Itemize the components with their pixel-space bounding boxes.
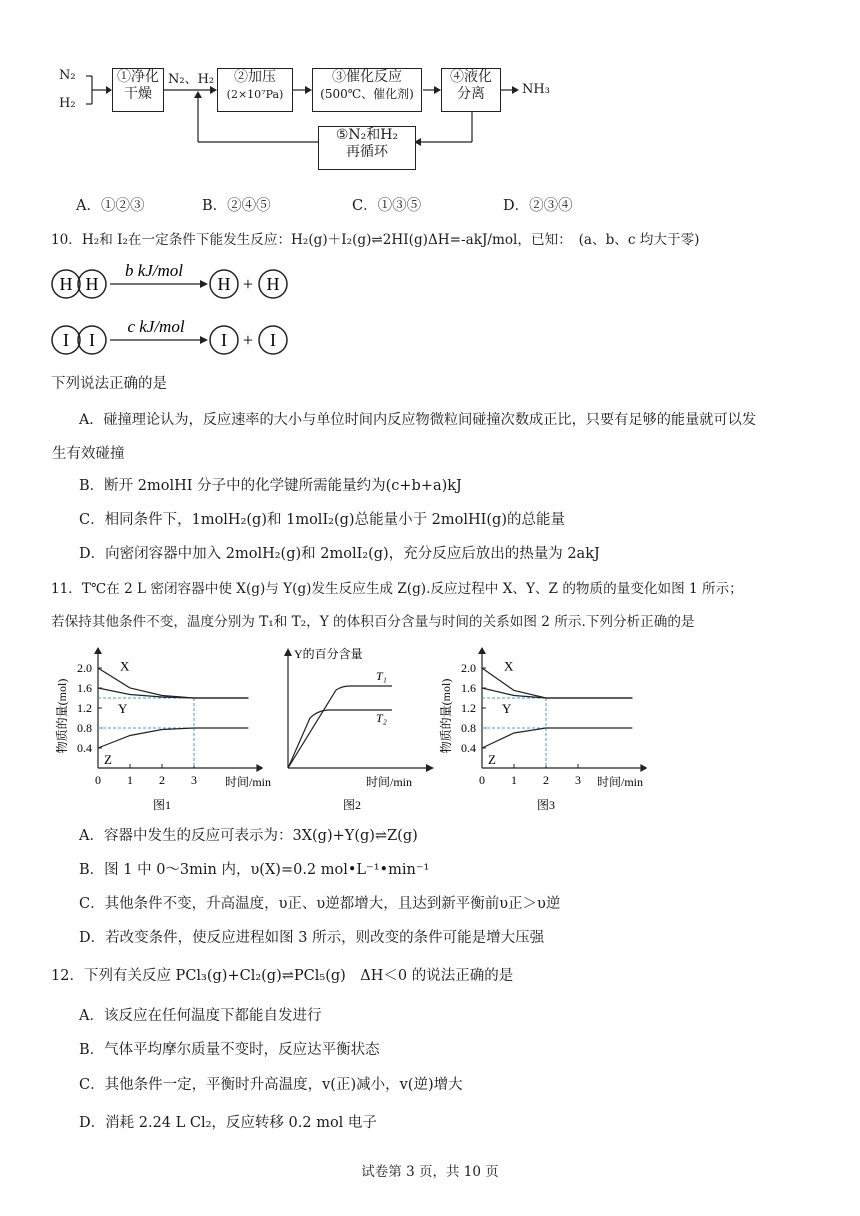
q12-option-a: A．该反应在任何温度下都能自发进行 bbox=[79, 1008, 322, 1024]
h-atom-product2: H bbox=[266, 274, 280, 294]
fig1-series-label-x: X bbox=[120, 658, 130, 674]
fig2-caption: 图2 bbox=[342, 798, 362, 812]
b-energy-label: b kJ/mol bbox=[124, 262, 184, 280]
fig1-caption: 图1 bbox=[152, 798, 172, 812]
q12-option-d: D．消耗 2.24 L Cl₂，反应转移 0.2 mol 电子 bbox=[79, 1115, 377, 1131]
flow-box-liquefy bbox=[441, 68, 501, 112]
bond-energy-diagram bbox=[50, 262, 300, 362]
flow-box-catalysis-line2: (500℃、催化剂) bbox=[320, 87, 414, 101]
flow-box-purify-line1: ①净化 bbox=[117, 69, 159, 85]
fig2-label-t2: T₂ bbox=[376, 711, 387, 725]
fig1-series-z bbox=[98, 728, 248, 748]
fig1-x-tick-label: 1 bbox=[127, 773, 133, 787]
fig1-x-tick-label: 0 bbox=[95, 773, 101, 787]
fig3-x-tick-label: 3 bbox=[575, 773, 581, 787]
fig3-y-tick-label: 2.0 bbox=[461, 661, 476, 675]
q9-option-c: C．①③⑤ bbox=[352, 198, 422, 214]
plus-sign-h: + bbox=[242, 274, 254, 294]
fig1-y-tick-label: 2.0 bbox=[77, 661, 92, 675]
fig3-x-arrow bbox=[640, 764, 647, 772]
fig3-series-y bbox=[482, 688, 632, 698]
q12-option-b: B．气体平均摩尔质量不变时，反应达平衡状态 bbox=[79, 1042, 380, 1058]
flow-output-nh3: NH₃ bbox=[522, 82, 550, 97]
fig1-series-label-y: Y bbox=[118, 701, 128, 716]
q10-option-a-line2: 生有效碰撞 bbox=[52, 446, 125, 462]
fig1-x-tick-label: 3 bbox=[191, 773, 197, 787]
q11-option-a: A．容器中发生的反应可表示为：3X(g)+Y(g)⇌Z(g) bbox=[79, 828, 418, 844]
flow-box-purify bbox=[112, 68, 164, 112]
fig3-ylabel: 物质的量(mol) bbox=[439, 678, 453, 754]
q10-option-a-line1: A．碰撞理论认为，反应速率的大小与单位时间内反应物微粒间碰撞次数成正比，只要有足够的能量就可以发 bbox=[79, 412, 757, 428]
fig3-series-label-y: Y bbox=[502, 701, 512, 716]
fig1-y-tick-label: 1.6 bbox=[77, 681, 92, 695]
fig3-caption: 图3 bbox=[536, 798, 556, 812]
figure-3-chart bbox=[434, 646, 664, 816]
flow-input-n2: N₂ bbox=[59, 68, 76, 83]
i-atom-product2: I bbox=[270, 330, 276, 350]
fig2-label-t1: T₁ bbox=[376, 669, 387, 683]
fig1-series-label-z: Z bbox=[104, 752, 112, 767]
fig2-ylabel: Y的百分含量 bbox=[294, 647, 363, 661]
fig1-y-arrow bbox=[94, 647, 102, 654]
flow-box-pressurize-line2: (2×10⁷Pa) bbox=[226, 88, 284, 101]
fig1-x-tick-label: 2 bbox=[159, 773, 165, 787]
h-atom-right: H bbox=[85, 274, 99, 294]
h-atom-left: H bbox=[59, 274, 73, 294]
fig3-x-tick-label: 2 bbox=[543, 773, 549, 787]
fig3-y-tick-label: 0.4 bbox=[461, 741, 476, 755]
flow-box-recycle-line2: 再循环 bbox=[346, 144, 388, 160]
fig3-y-tick-label: 0.8 bbox=[461, 721, 476, 735]
q10-option-d: D．向密闭容器中加入 2molH₂(g)和 2molI₂(g)，充分反应后放出的热量为 2akJ bbox=[79, 546, 600, 562]
fig1-y-tick-label: 1.2 bbox=[77, 701, 92, 715]
i-atom-left: I bbox=[63, 330, 69, 350]
flow-box-catalysis bbox=[312, 68, 422, 112]
flow-box-recycle-line1: ⑤N₂和H₂ bbox=[335, 127, 399, 143]
flow-box-liquefy-line1: ④液化 bbox=[450, 69, 492, 85]
fig3-series-label-z: Z bbox=[488, 752, 496, 767]
q12-option-c: C．其他条件一定，平衡时升高温度，v(正)减小，v(逆)增大 bbox=[79, 1077, 463, 1093]
flow-input-h2: H₂ bbox=[59, 96, 76, 111]
fig1-y-tick-label: 0.8 bbox=[77, 721, 92, 735]
fig2-xlabel: 时间/min bbox=[366, 775, 413, 789]
fig1-ylabel: 物质的量(mol) bbox=[55, 678, 69, 754]
fig3-y-arrow bbox=[478, 647, 486, 654]
q10-stem: 10．H₂和 I₂在一定条件下能发生反应：H₂(g)＋I₂(g)⇌2HI(g)ΔH=-akJ/mol，已知： (a、b、c 均大于零) bbox=[51, 232, 700, 248]
i-atom-product1: I bbox=[221, 330, 227, 350]
q9-option-a: A．①②③ bbox=[76, 198, 145, 214]
q10-option-c: C．相同条件下，1molH₂(g)和 1molI₂(g)总能量小于 2molHI(g)的总能量 bbox=[79, 512, 565, 528]
fig3-y-tick-label: 1.6 bbox=[461, 681, 476, 695]
q11-option-c: C．其他条件不变，升高温度，υ正、υ逆都增大，且达到新平衡前υ正＞υ逆 bbox=[79, 896, 561, 912]
i-atom-right: I bbox=[89, 330, 95, 350]
fig1-y-tick-label: 0.4 bbox=[77, 741, 92, 755]
plus-sign-i: + bbox=[242, 330, 254, 350]
c-energy-label: c kJ/mol bbox=[127, 317, 185, 336]
fig3-series-z bbox=[482, 728, 632, 748]
q9-option-d: D．②③④ bbox=[503, 198, 573, 214]
flow-box-pressurize bbox=[217, 68, 293, 112]
q11-option-d: D．若改变条件，使反应进程如图 3 所示，则改变的条件可能是增大压强 bbox=[79, 930, 545, 946]
flow-box-purify-line2: 干燥 bbox=[124, 86, 152, 102]
flow-box-catalysis-line1: ③催化反应 bbox=[332, 69, 402, 85]
page-footer: 试卷第 3 页，共 10 页 bbox=[361, 1164, 499, 1180]
flow-box-recycle bbox=[318, 126, 416, 170]
fig1-xlabel: 时间/min bbox=[225, 775, 272, 789]
q12-stem: 12．下列有关反应 PCl₃(g)+Cl₂(g)⇌PCl₅(g) ΔH＜0 的说法正确的是 bbox=[51, 968, 514, 984]
q10-prompt: 下列说法正确的是 bbox=[51, 376, 167, 392]
fig3-series-label-x: X bbox=[504, 658, 514, 674]
figure-2-chart bbox=[280, 646, 440, 816]
fig2-series-t1 bbox=[288, 686, 392, 768]
flow-mid-label: N₂、H₂ bbox=[168, 72, 215, 87]
q10-option-b: B．断开 2molHI 分子中的化学键所需能量约为(c+b+a)kJ bbox=[79, 478, 462, 494]
q9-option-b: B．②④⑤ bbox=[202, 198, 271, 214]
flow-box-liquefy-line2: 分离 bbox=[457, 86, 485, 102]
q11-option-b: B．图 1 中 0～3min 内，υ(X)=0.2 mol•L⁻¹•min⁻¹ bbox=[79, 862, 430, 878]
q11-stem-line1: 11．T℃在 2 L 密闭容器中使 X(g)与 Y(g)发生反应生成 Z(g).反应过程中 X、Y、Z 的物质的量变化如图 1 所示； bbox=[51, 581, 743, 597]
h-atom-product1: H bbox=[217, 274, 231, 294]
fig1-x-arrow bbox=[256, 764, 263, 772]
figure-1-chart bbox=[50, 646, 280, 816]
flow-box-pressurize-line1: ②加压 bbox=[234, 69, 276, 85]
fig3-x-tick-label: 1 bbox=[511, 773, 517, 787]
fig3-x-tick-label: 0 bbox=[479, 773, 485, 787]
fig3-xlabel: 时间/min bbox=[597, 775, 644, 789]
fig3-y-tick-label: 1.2 bbox=[461, 701, 476, 715]
q11-stem-line2: 若保持其他条件不变，温度分别为 T₁和 T₂，Y 的体积百分含量与时间的关系如图 2 所示.下列分析正确的是 bbox=[51, 614, 695, 630]
